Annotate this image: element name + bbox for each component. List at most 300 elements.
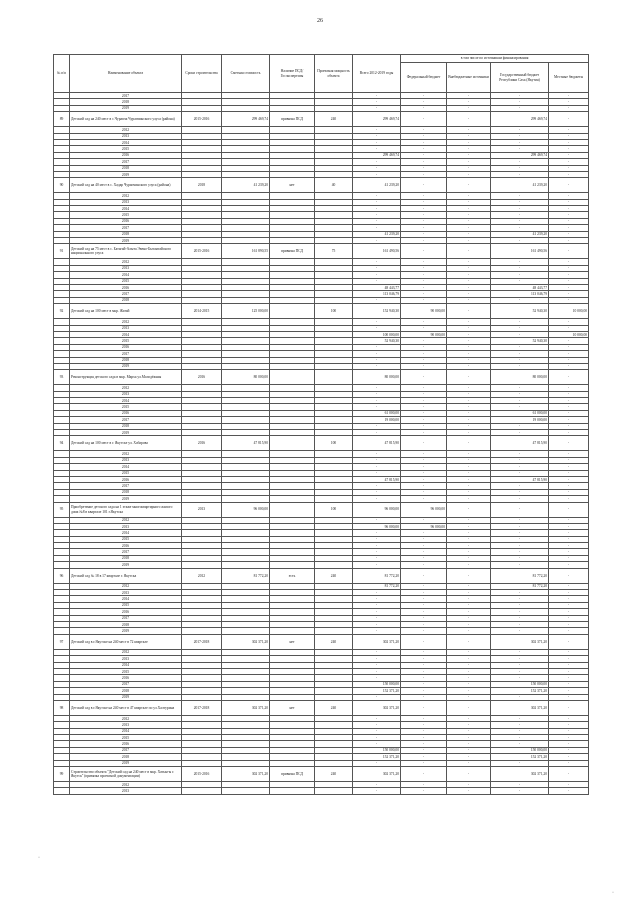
local-budget-amount: - — [549, 171, 589, 177]
state-budget-amount: - — [491, 735, 549, 741]
total-amount: 100 000,00 — [353, 331, 401, 337]
state-budget-amount: - — [491, 404, 549, 410]
local-budget-amount: - — [549, 363, 589, 369]
total-amount: - — [353, 404, 401, 410]
state-budget-amount: - — [491, 596, 549, 602]
total-amount: - — [353, 423, 401, 429]
state-budget-amount: - — [491, 543, 549, 549]
extrabudget-amount: - — [447, 304, 491, 319]
federal-amount: - — [401, 596, 447, 602]
year-label: 2016 — [70, 741, 182, 747]
object-name: Реконструкция детского сада в мкр. Марха ул.Молодёжная — [70, 370, 182, 385]
extrabudget-amount: - — [447, 99, 491, 105]
extrabudget-amount: - — [447, 152, 491, 158]
year-label: 2017 — [70, 747, 182, 753]
year-label: 2012 — [70, 193, 182, 199]
year-label: 2012 — [70, 385, 182, 391]
total-amount: 47 815,90 — [353, 476, 401, 482]
federal-amount: - — [401, 404, 447, 410]
state-budget-amount: - — [491, 218, 549, 224]
state-budget-amount: 299 469,74 — [491, 152, 549, 158]
year-label: 2015 — [70, 668, 182, 674]
federal-amount: - — [401, 464, 447, 470]
col-header-psd: Наличие ПСД/ Госэкспертизы — [270, 55, 315, 93]
total-amount: - — [353, 139, 401, 145]
object-row — [54, 634, 589, 649]
local-budget-amount: - — [549, 297, 589, 303]
local-budget-amount: - — [549, 325, 589, 331]
year-label: 2018 — [70, 622, 182, 628]
total-amount: 152 371,20 — [353, 688, 401, 694]
psd-status: привязка ПСД — [270, 767, 315, 782]
total-amount: - — [353, 105, 401, 111]
federal-amount: - — [401, 225, 447, 231]
local-budget-amount: - — [549, 596, 589, 602]
year-label: 2012 — [70, 649, 182, 655]
design-capacity: 240 — [315, 634, 353, 649]
total-amount: 152 940,30 — [353, 304, 401, 319]
extrabudget-amount: - — [447, 622, 491, 628]
extrabudget-amount: - — [447, 496, 491, 502]
state-budget-amount: 302 371,20 — [491, 700, 549, 715]
year-label: 2017 — [70, 615, 182, 621]
total-amount: - — [353, 675, 401, 681]
year-label: 2014 — [70, 272, 182, 278]
total-amount: - — [353, 363, 401, 369]
extrabudget-amount: - — [447, 782, 491, 788]
extrabudget-amount: - — [447, 668, 491, 674]
total-amount: - — [353, 656, 401, 662]
extrabudget-amount: - — [447, 530, 491, 536]
year-label: 2012 — [70, 782, 182, 788]
local-budget-amount: - — [549, 735, 589, 741]
extrabudget-amount: - — [447, 398, 491, 404]
estimated-cost: 302 371,20 — [222, 700, 270, 715]
local-budget-amount: - — [549, 536, 589, 542]
federal-amount: - — [401, 398, 447, 404]
federal-amount: - — [401, 159, 447, 165]
blank-cell — [315, 788, 353, 794]
year-label: 2017 — [70, 291, 182, 297]
federal-amount: - — [401, 747, 447, 753]
federal-amount: - — [401, 338, 447, 344]
extrabudget-amount: - — [447, 146, 491, 152]
year-label: 2018 — [70, 489, 182, 495]
state-budget-amount: - — [491, 788, 549, 794]
state-budget-amount: 113 046,79 — [491, 291, 549, 297]
local-budget-amount: - — [549, 238, 589, 244]
local-budget-amount: - — [549, 668, 589, 674]
extrabudget-amount: - — [447, 344, 491, 350]
extrabudget-amount: - — [447, 609, 491, 615]
state-budget-amount: - — [491, 562, 549, 568]
blank-cell — [182, 788, 222, 794]
total-amount: - — [353, 715, 401, 721]
construction-dates: 2015-2016 — [182, 244, 222, 259]
total-amount: - — [353, 668, 401, 674]
estimated-cost: 96 000,00 — [222, 502, 270, 517]
federal-amount: 90 000,00 — [401, 331, 447, 337]
federal-amount: - — [401, 344, 447, 350]
year-label: 2019 — [70, 171, 182, 177]
total-amount: 19 000,00 — [353, 417, 401, 423]
extrabudget-amount: - — [447, 555, 491, 561]
object-number: 91 — [54, 244, 70, 259]
federal-amount: - — [401, 218, 447, 224]
year-label: 2013 — [70, 788, 182, 794]
local-budget-amount: - — [549, 231, 589, 237]
year-label: 2013 — [70, 133, 182, 139]
year-label: 2013 — [70, 325, 182, 331]
local-budget-amount: - — [549, 370, 589, 385]
local-budget-amount: - — [549, 265, 589, 271]
year-label: 2013 — [70, 722, 182, 728]
local-budget-amount: - — [549, 178, 589, 193]
federal-amount: - — [401, 675, 447, 681]
construction-dates: 2016 — [182, 370, 222, 385]
total-amount: 299 469,74 — [353, 112, 401, 127]
local-budget-amount: - — [549, 694, 589, 700]
year-row — [54, 788, 589, 794]
object-name: Детский сад на 75 мест в с. Батагай-Алыта Эвено-Бытантайского национального улуса — [70, 244, 182, 259]
federal-amount: - — [401, 146, 447, 152]
local-budget-amount: - — [549, 747, 589, 753]
state-budget-amount: 81 772,20 — [491, 583, 549, 589]
object-number: 99 — [54, 767, 70, 782]
state-budget-amount: - — [491, 549, 549, 555]
local-budget-amount: - — [549, 728, 589, 734]
total-amount: - — [353, 602, 401, 608]
extrabudget-amount: - — [447, 470, 491, 476]
object-row — [54, 370, 589, 385]
scan-mark: · — [612, 890, 614, 896]
state-budget-amount: - — [491, 523, 549, 529]
local-budget-amount: - — [549, 430, 589, 436]
federal-amount: - — [401, 741, 447, 747]
extrabudget-amount: - — [447, 754, 491, 760]
local-budget-amount: - — [549, 133, 589, 139]
federal-amount: - — [401, 178, 447, 193]
local-budget-amount: - — [549, 590, 589, 596]
object-number: 93 — [54, 370, 70, 385]
extrabudget-amount: - — [447, 225, 491, 231]
year-label: 2013 — [70, 199, 182, 205]
local-budget-amount: - — [549, 782, 589, 788]
col-header-capacity: Проектная мощность объекта — [315, 55, 353, 93]
total-amount: - — [353, 344, 401, 350]
state-budget-amount: - — [491, 363, 549, 369]
total-amount: 48 443,77 — [353, 284, 401, 290]
state-budget-amount: - — [491, 656, 549, 662]
federal-amount: - — [401, 530, 447, 536]
state-budget-amount: - — [491, 265, 549, 271]
state-budget-amount: - — [491, 782, 549, 788]
object-number: 89 — [54, 112, 70, 127]
federal-amount: - — [401, 112, 447, 127]
local-budget-amount: - — [549, 404, 589, 410]
state-budget-amount: - — [491, 278, 549, 284]
table-body — [54, 93, 589, 795]
state-budget-amount: - — [491, 272, 549, 278]
state-budget-amount: - — [491, 351, 549, 357]
state-budget-amount: 52 940,30 — [491, 338, 549, 344]
year-label: 2018 — [70, 357, 182, 363]
state-budget-amount: 150 000,00 — [491, 681, 549, 687]
local-budget-amount: - — [549, 338, 589, 344]
extrabudget-amount: - — [447, 218, 491, 224]
year-label: 2012 — [70, 517, 182, 523]
state-budget-amount: - — [491, 496, 549, 502]
object-row — [54, 112, 589, 127]
local-budget-amount: - — [549, 165, 589, 171]
construction-dates: 2018 — [182, 178, 222, 193]
year-label: 2016 — [70, 410, 182, 416]
local-budget-amount: - — [549, 344, 589, 350]
state-budget-amount: - — [491, 517, 549, 523]
total-amount: - — [353, 272, 401, 278]
federal-amount: - — [401, 700, 447, 715]
year-label: 2017 — [70, 483, 182, 489]
local-budget-amount: - — [549, 602, 589, 608]
local-budget-amount: - — [549, 788, 589, 794]
federal-amount: - — [401, 549, 447, 555]
design-capacity: 100 — [315, 304, 353, 319]
local-budget-amount: - — [549, 483, 589, 489]
total-amount: - — [353, 99, 401, 105]
extrabudget-amount: - — [447, 297, 491, 303]
total-amount: - — [353, 483, 401, 489]
year-label: 2015 — [70, 602, 182, 608]
extrabudget-amount: - — [447, 596, 491, 602]
local-budget-amount: - — [549, 99, 589, 105]
construction-dates: 2015-2016 — [182, 112, 222, 127]
year-label: 2016 — [70, 675, 182, 681]
total-amount: - — [353, 694, 401, 700]
local-budget-amount: - — [549, 159, 589, 165]
local-budget-amount: - — [549, 218, 589, 224]
local-budget-amount: - — [549, 319, 589, 325]
state-budget-amount: - — [491, 536, 549, 542]
federal-amount: 90 000,00 — [401, 304, 447, 319]
year-label: 2016 — [70, 609, 182, 615]
total-amount: 41 239,20 — [353, 178, 401, 193]
federal-amount: - — [401, 272, 447, 278]
local-budget-amount: - — [549, 385, 589, 391]
year-label: 2015 — [70, 404, 182, 410]
design-capacity: 240 — [315, 568, 353, 583]
state-budget-amount: - — [491, 728, 549, 734]
federal-amount: - — [401, 602, 447, 608]
federal-amount: - — [401, 357, 447, 363]
extrabudget-amount: - — [447, 536, 491, 542]
year-label: 2016 — [70, 284, 182, 290]
local-budget-amount: - — [549, 530, 589, 536]
extrabudget-amount: - — [447, 694, 491, 700]
local-budget-amount: - — [549, 675, 589, 681]
state-budget-amount: 41 239,20 — [491, 178, 549, 193]
extrabudget-amount: - — [447, 615, 491, 621]
state-budget-amount: - — [491, 212, 549, 218]
estimated-cost: 161 890,55 — [222, 244, 270, 259]
extrabudget-amount: - — [447, 238, 491, 244]
year-label: 2015 — [70, 735, 182, 741]
total-amount: - — [353, 662, 401, 668]
local-budget-amount: - — [549, 662, 589, 668]
local-budget-amount: - — [549, 139, 589, 145]
local-budget-amount: - — [549, 715, 589, 721]
extrabudget-amount: - — [447, 464, 491, 470]
object-row — [54, 700, 589, 715]
year-label: 2015 — [70, 338, 182, 344]
local-budget-amount: - — [549, 615, 589, 621]
federal-amount: - — [401, 105, 447, 111]
state-budget-amount: - — [491, 457, 549, 463]
design-capacity: 240 — [315, 700, 353, 715]
year-label: 2012 — [70, 583, 182, 589]
federal-amount: - — [401, 291, 447, 297]
federal-amount: - — [401, 417, 447, 423]
local-budget-amount: - — [549, 470, 589, 476]
federal-amount: - — [401, 543, 447, 549]
state-budget-amount: - — [491, 398, 549, 404]
federal-amount: - — [401, 430, 447, 436]
state-budget-amount: - — [491, 430, 549, 436]
total-amount: - — [353, 319, 401, 325]
total-amount: 302 371,20 — [353, 767, 401, 782]
object-number: 96 — [54, 568, 70, 583]
year-label: 2014 — [70, 728, 182, 734]
total-amount: - — [353, 146, 401, 152]
object-name: Детский сад на 240 мест в с.Чурапча Чурапчинского улуса (района) — [70, 112, 182, 127]
extrabudget-amount: - — [447, 502, 491, 517]
extrabudget-amount: - — [447, 391, 491, 397]
local-budget-amount: - — [549, 398, 589, 404]
state-budget-amount: 52 940,30 — [491, 304, 549, 319]
year-label: 2019 — [70, 694, 182, 700]
local-budget-amount: - — [549, 609, 589, 615]
object-row — [54, 436, 589, 451]
year-label: 2016 — [70, 218, 182, 224]
federal-amount: - — [401, 436, 447, 451]
year-label: 2017 — [70, 417, 182, 423]
extrabudget-amount: - — [447, 159, 491, 165]
local-budget-amount: 10 000,00 — [549, 331, 589, 337]
year-label: 2017 — [70, 225, 182, 231]
federal-amount: - — [401, 451, 447, 457]
state-budget-amount: 47 815,90 — [491, 436, 549, 451]
state-budget-amount: - — [491, 206, 549, 212]
local-budget-amount: - — [549, 722, 589, 728]
state-budget-amount: - — [491, 93, 549, 99]
extrabudget-amount: - — [447, 457, 491, 463]
state-budget-amount: - — [491, 165, 549, 171]
total-amount: - — [353, 159, 401, 165]
design-capacity: 40 — [315, 178, 353, 193]
year-label: 2019 — [70, 628, 182, 634]
federal-amount: - — [401, 583, 447, 589]
extrabudget-amount: - — [447, 628, 491, 634]
state-budget-amount: - — [491, 464, 549, 470]
local-budget-amount: - — [549, 199, 589, 205]
year-label: 2019 — [70, 496, 182, 502]
year-label: 2019 — [70, 430, 182, 436]
federal-amount: - — [401, 681, 447, 687]
year-label: 2018 — [70, 165, 182, 171]
federal-amount: - — [401, 193, 447, 199]
total-amount: - — [353, 543, 401, 549]
year-label: 2013 — [70, 656, 182, 662]
local-budget-amount: - — [549, 649, 589, 655]
state-budget-amount: - — [491, 238, 549, 244]
total-amount: - — [353, 530, 401, 536]
extrabudget-amount: - — [447, 417, 491, 423]
state-budget-amount: 150 000,00 — [491, 747, 549, 753]
object-name: Детский сад на 100 мест в мкр. Жатай — [70, 304, 182, 319]
state-budget-amount: - — [491, 385, 549, 391]
federal-amount: - — [401, 622, 447, 628]
state-budget-amount: - — [491, 489, 549, 495]
extrabudget-amount: - — [447, 675, 491, 681]
total-amount: - — [353, 590, 401, 596]
year-label: 2016 — [70, 476, 182, 482]
extrabudget-amount: - — [447, 259, 491, 265]
state-budget-amount: - — [491, 146, 549, 152]
state-budget-amount: - — [491, 530, 549, 536]
estimated-cost: 299 469,74 — [222, 112, 270, 127]
extrabudget-amount: - — [447, 700, 491, 715]
federal-amount: - — [401, 694, 447, 700]
total-amount: - — [353, 225, 401, 231]
total-amount: - — [353, 212, 401, 218]
extrabudget-amount: - — [447, 165, 491, 171]
estimated-cost: 80 000,00 — [222, 370, 270, 385]
local-budget-amount: - — [549, 417, 589, 423]
state-budget-amount: - — [491, 741, 549, 747]
design-capacity: 240 — [315, 767, 353, 782]
local-budget-amount: - — [549, 476, 589, 482]
total-amount: - — [353, 722, 401, 728]
psd-status — [270, 370, 315, 385]
local-budget-amount: - — [549, 127, 589, 133]
year-label: 2016 — [70, 152, 182, 158]
total-amount: 61 000,00 — [353, 410, 401, 416]
local-budget-amount: - — [549, 351, 589, 357]
col-header-state: Государственный бюджет Республики Саха (Якутия) — [491, 63, 549, 93]
year-label: 2016 — [70, 344, 182, 350]
local-budget-amount: - — [549, 105, 589, 111]
federal-amount: - — [401, 325, 447, 331]
state-budget-amount: 302 371,20 — [491, 767, 549, 782]
federal-amount: - — [401, 171, 447, 177]
local-budget-amount: - — [549, 410, 589, 416]
extrabudget-amount: - — [447, 722, 491, 728]
federal-amount: - — [401, 555, 447, 561]
extrabudget-amount: - — [447, 363, 491, 369]
state-budget-amount: 61 000,00 — [491, 410, 549, 416]
federal-amount: - — [401, 93, 447, 99]
extrabudget-amount: - — [447, 662, 491, 668]
federal-amount: - — [401, 127, 447, 133]
local-budget-amount: - — [549, 681, 589, 687]
construction-dates: 2017-2018 — [182, 700, 222, 715]
total-amount: - — [353, 609, 401, 615]
estimated-cost: 302 371,20 — [222, 767, 270, 782]
extrabudget-amount: - — [447, 423, 491, 429]
state-budget-amount: - — [491, 127, 549, 133]
state-budget-amount: - — [491, 628, 549, 634]
federal-amount: - — [401, 662, 447, 668]
year-label: 2015 — [70, 212, 182, 218]
